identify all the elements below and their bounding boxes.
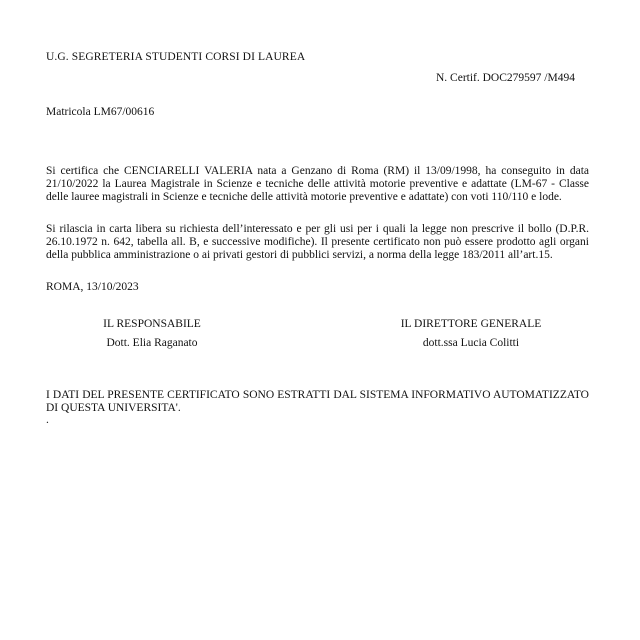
- signature-role: IL DIRETTORE GENERALE: [400, 318, 542, 330]
- signature-block-responsabile: [52, 318, 252, 350]
- signature-name: Dott. Elia Raganato: [106, 337, 198, 349]
- footer-note: I DATI DEL PRESENTE CERTIFICATO SONO ESTRATTI DAL SISTEMA INFORMATIVO AUTOMATIZZATO DI QUESTA UNIVERSITA'.: [46, 389, 589, 414]
- certificate-number: N. Certif. DOC279597 /M494: [436, 72, 575, 84]
- certification-paragraph: Si certifica che CENCIARELLI VALERIA nata a Genzano di Roma (RM) il 13/09/1998, ha conseguito in data 21/10/2022 la Laurea Magistrale in Scienze e tecniche delle attività motorie preventive e adattate (LM-67 - Classe delle lauree magistrali in Scienze e tecniche delle attività motorie preventive e adattate) con voti 110/110 e lode.: [46, 165, 589, 203]
- signature-name: dott.ssa Lucia Colitti: [422, 337, 520, 349]
- usage-notice-paragraph: Si rilascia in carta libera su richiesta dell’interessato e per gli usi per i quali la legge non prescrive il bollo (D.P.R. 26.10.1972 n. 642, tabella all. B, e successive modifiche). Il presente certificato non può essere prodotto agli organi della pubblica amministrazione o ai privati gestori di pubblici servizi, a norma della legge 183/2011 all’art.15.: [46, 223, 589, 261]
- trailing-mark: .: [46, 414, 49, 426]
- signature-block-direttore: [371, 318, 571, 350]
- office-heading: U.G. SEGRETERIA STUDENTI CORSI DI LAUREA: [46, 51, 306, 63]
- signature-role: IL RESPONSABILE: [103, 318, 201, 330]
- place-date: ROMA, 13/10/2023: [46, 281, 139, 293]
- student-matricola: Matricola LM67/00616: [46, 106, 155, 118]
